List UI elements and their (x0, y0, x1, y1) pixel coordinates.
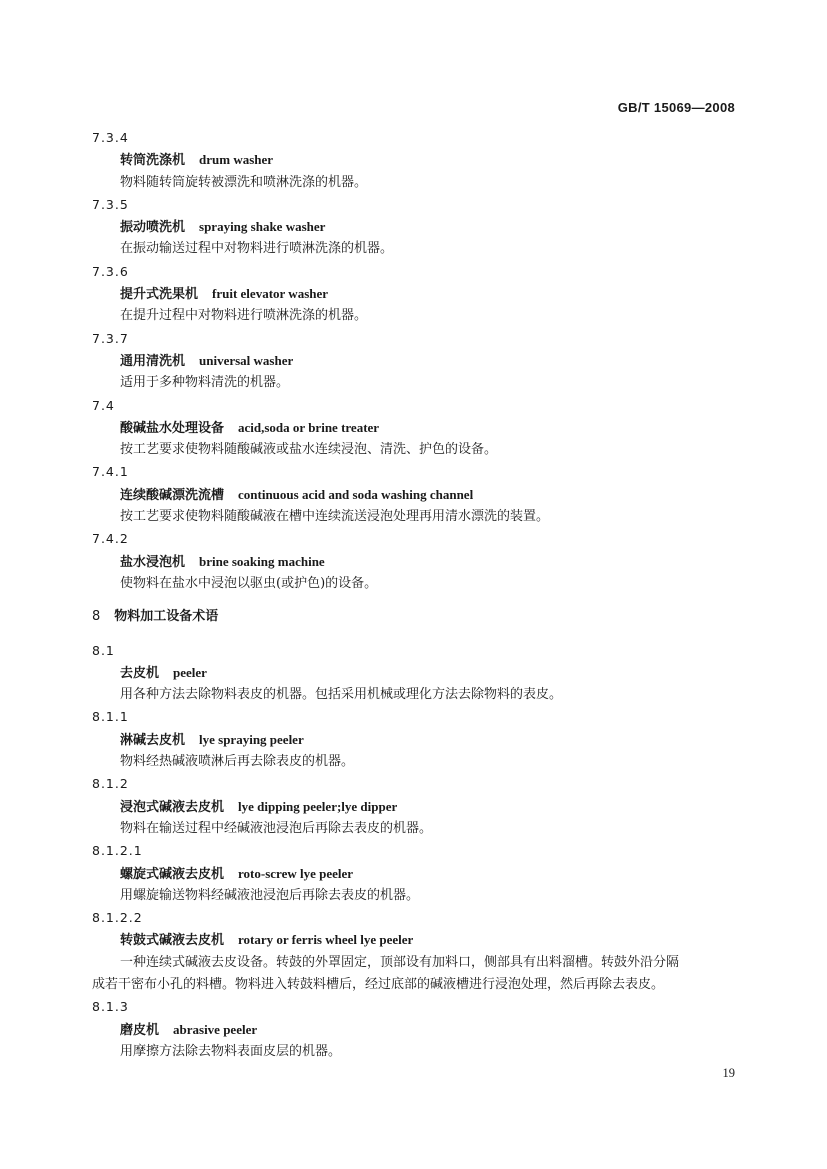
chapter-number: 8 (92, 609, 101, 625)
term-cn: 浸泡式碱液去皮机 (120, 799, 225, 815)
term-en: universal washer (199, 352, 294, 368)
entry (0, 773, 827, 840)
page-number: 19 (722, 1066, 735, 1080)
term-en: acid,soda or brine treater (238, 419, 380, 435)
entry-definition: 用摩擦方法除去物料表面皮层的机器。 (120, 1043, 342, 1059)
chapter-heading (0, 606, 827, 628)
entry-term (0, 350, 827, 372)
entry-definition: 在提升过程中对物料进行喷淋洗涤的机器。 (120, 308, 368, 324)
entry-definition: 物料经热碱液喷淋后再去除表皮的机器。 (120, 754, 355, 770)
entry-term (0, 417, 827, 439)
entry-number: 8.1.2.2 (92, 910, 143, 926)
entry-definition: 使物料在盐水中浸泡以驱虫(或护色)的设备。 (120, 575, 378, 591)
entry (0, 907, 827, 996)
term-cn: 磨皮机 (120, 1022, 160, 1038)
entry (0, 640, 827, 707)
term-cn: 提升式洗果机 (120, 287, 199, 303)
term-en: drum washer (199, 152, 274, 168)
entry-number: 7.3.4 (92, 130, 129, 145)
term-en: continuous acid and soda washing channel (238, 486, 474, 502)
entry-term (0, 149, 827, 171)
entry-number: 8.1 (92, 642, 115, 658)
entry-number: 8.1.2 (92, 776, 129, 792)
entry-definition: 按工艺要求使物料随酸碱液在槽中连续流送浸泡处理再用清水漂洗的装置。 (120, 509, 550, 525)
entry (0, 840, 827, 907)
entry-term (0, 216, 827, 238)
entry-term (0, 662, 827, 684)
definition-line: 成若干密布小孔的料槽。物料进入转鼓料槽后，经过底部的碱液槽进行浸泡处理，然后再除去表皮。 (92, 976, 665, 992)
entry (0, 127, 827, 194)
entry-term (0, 1019, 827, 1041)
entry-number: 7.3.7 (92, 330, 129, 346)
term-cn: 转筒洗涤机 (120, 153, 186, 169)
entry-definition: 用螺旋输送物料经碱液池浸泡后再除去表皮的机器。 (120, 887, 420, 903)
entry (0, 996, 827, 1063)
entry-term (0, 283, 827, 305)
entry (0, 706, 827, 773)
term-en: lye spraying peeler (199, 731, 304, 747)
term-en: fruit elevator washer (212, 286, 329, 302)
entry-definition: 用各种方法去除物料表皮的机器。包括采用机械或理化方法去除物料的表皮。 (120, 687, 563, 703)
entry-number: 7.4.1 (92, 464, 129, 480)
entry (0, 328, 827, 395)
entry-definition: 在振动输送过程中对物料进行喷淋洗涤的机器。 (120, 241, 394, 257)
entry-definition: 物料在输送过程中经碱液池浸泡后再除去表皮的机器。 (120, 820, 433, 836)
term-en: lye dipping peeler;lye dipper (238, 798, 398, 814)
entry-number: 7.4 (92, 397, 115, 413)
entry-number: 8.1.1 (92, 709, 129, 725)
entry-term (0, 551, 827, 573)
term-en: spraying shake washer (199, 219, 326, 235)
entry-term (0, 929, 827, 951)
document-body (0, 127, 827, 1063)
term-cn: 淋碱去皮机 (120, 732, 186, 748)
entry (0, 261, 827, 328)
standard-code: GB/T 15069—2008 (617, 100, 735, 115)
term-cn: 转鼓式碱液去皮机 (120, 933, 225, 949)
entry-term (0, 796, 827, 818)
term-cn: 振动喷洗机 (120, 220, 186, 236)
term-cn: 酸碱盐水处理设备 (120, 420, 225, 436)
definition-line: 一种连续式碱液去皮设备。转鼓的外罩固定，顶部设有加料口，侧部具有出料溜槽。转鼓外沿分隔 (120, 954, 680, 970)
entry (0, 194, 827, 261)
term-en: rotary or ferris wheel lye peeler (238, 932, 414, 948)
term-cn: 盐水浸泡机 (120, 554, 186, 570)
entry (0, 395, 827, 462)
term-cn: 连续酸碱漂洗流槽 (120, 487, 225, 503)
entry-number: 8.1.2.1 (92, 843, 143, 859)
entry-term (0, 863, 827, 885)
entry-number: 7.4.2 (92, 531, 129, 547)
chapter-title: 物料加工设备术语 (114, 609, 219, 625)
term-cn: 去皮机 (120, 665, 160, 681)
term-en: abrasive peeler (173, 1021, 258, 1037)
entry-definition: 适用于多种物料清洗的机器。 (120, 375, 290, 391)
entry-number: 7.3.6 (92, 263, 129, 279)
term-cn: 螺旋式碱液去皮机 (120, 866, 225, 882)
term-cn: 通用清洗机 (120, 353, 186, 369)
entry-definition: 按工艺要求使物料随酸碱液或盐水连续浸泡、清洗、护色的设备。 (120, 442, 498, 458)
entry-term (0, 729, 827, 751)
entry-term (0, 484, 827, 506)
entry-number: 7.3.5 (92, 196, 129, 212)
entry (0, 528, 827, 595)
term-en: roto-screw lye peeler (238, 865, 354, 881)
entry-definition: 物料随转筒旋转被漂洗和喷淋洗涤的机器。 (120, 174, 368, 190)
entry-definition (0, 952, 742, 997)
entry (0, 461, 827, 528)
term-en: brine soaking machine (199, 553, 325, 569)
entry-number: 8.1.3 (92, 999, 129, 1015)
term-en: peeler (173, 664, 207, 680)
